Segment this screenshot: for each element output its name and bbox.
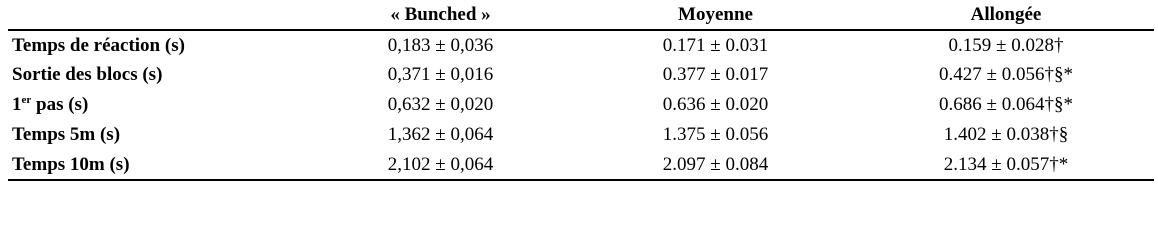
cell-moyenne: 0.636 ± 0.020 [662,94,769,115]
cell-bunched: 1,362 ± 0,064 [387,124,494,145]
cell-moyenne: 0.377 ± 0.017 [662,64,769,85]
cell-bunched: 2,102 ± 0,064 [308,150,573,180]
cell-bunched: 0,371 ± 0,016 [387,64,494,85]
cell-allongee: 1.402 ± 0.038†§ [943,124,1069,145]
results-table-container [8,0,1154,181]
cell-moyenne: 1.375 ± 0.056 [662,124,769,145]
table-row [8,60,1154,90]
header-empty [8,0,308,30]
row-label: Temps 10m (s) [8,150,308,180]
header-allongee: Allongée [858,0,1154,30]
table-row [8,120,1154,150]
cell-moyenne: 2.097 ± 0.084 [573,150,858,180]
cell-allongee: 2.134 ± 0.057†* [858,150,1154,180]
row-label: Temps 5m (s) [12,124,121,145]
row-label: Temps de réaction (s) [12,34,185,56]
cell-allongee: 0.159 ± 0.028† [948,34,1064,56]
row-label: Sortie des blocs (s) [12,64,163,85]
header-row [8,0,1154,30]
table-row [8,30,1154,60]
cell-allongee: 0.427 ± 0.056†§* [939,64,1073,85]
cell-bunched: 0,183 ± 0,036 [387,34,494,56]
results-table [8,0,1154,181]
row-label: 1er pas (s) [12,94,89,115]
table-row [8,150,1154,180]
header-moyenne: Moyenne [573,0,858,30]
cell-allongee: 0.686 ± 0.064†§* [939,94,1073,115]
cell-moyenne: 0.171 ± 0.031 [662,34,769,56]
cell-bunched: 0,632 ± 0,020 [387,94,494,115]
header-bunched: « Bunched » [308,0,573,30]
table-row [8,90,1154,120]
